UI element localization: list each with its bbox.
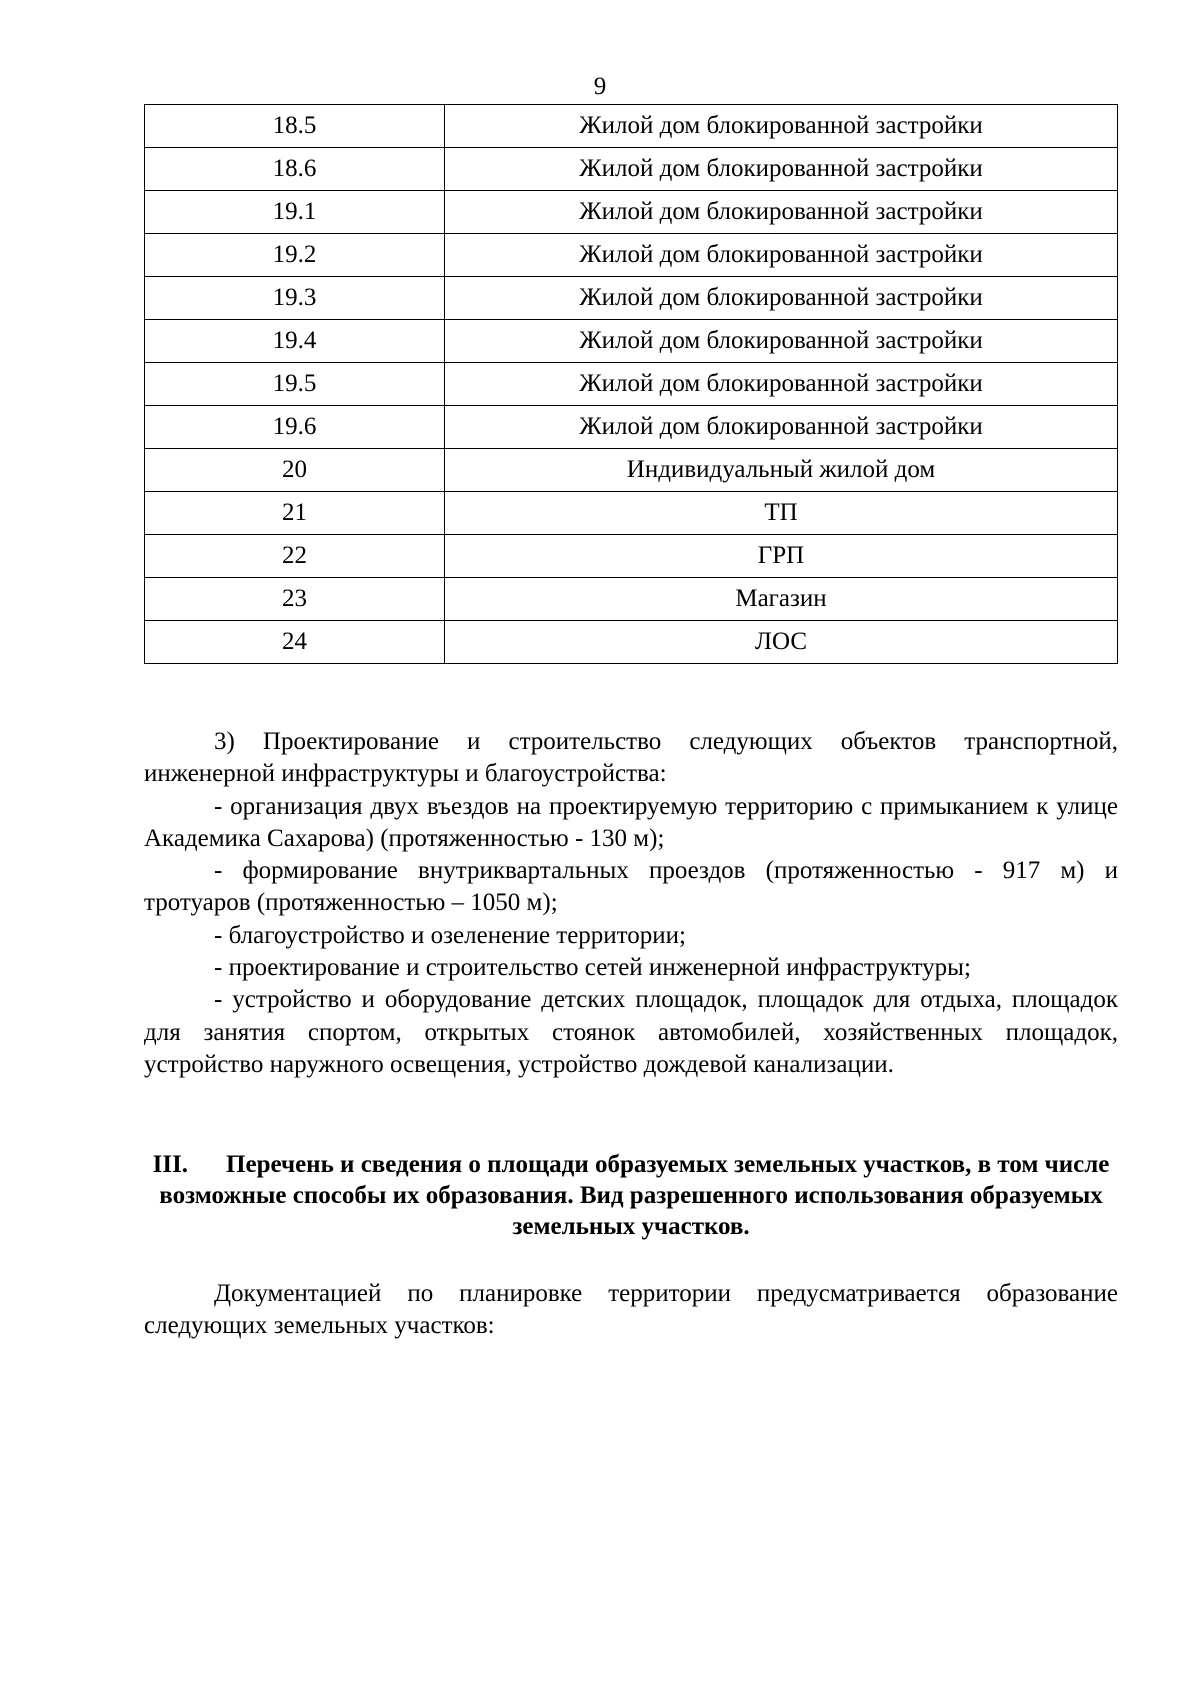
section-heading bbox=[144, 1149, 1118, 1242]
row-number: 21 bbox=[145, 492, 445, 535]
row-object-name: Жилой дом блокированной застройки bbox=[445, 105, 1118, 148]
row-number: 19.2 bbox=[145, 234, 445, 277]
intro-paragraph: Документацией по планировке территории предусматривается образование следующих земельных участков: bbox=[144, 1280, 1118, 1339]
row-number: 18.6 bbox=[145, 148, 445, 191]
row-object-name: Жилой дом блокированной застройки bbox=[445, 277, 1118, 320]
row-object-name: Жилой дом блокированной застройки bbox=[445, 363, 1118, 406]
table-row bbox=[145, 406, 1118, 449]
row-object-name: Жилой дом блокированной застройки bbox=[445, 320, 1118, 363]
table-row bbox=[145, 535, 1118, 578]
row-object-name: Жилой дом блокированной застройки bbox=[445, 234, 1118, 277]
table-row bbox=[145, 320, 1118, 363]
row-object-name: Магазин bbox=[445, 578, 1118, 621]
infrastructure-section bbox=[144, 726, 1118, 1081]
row-object-name: Жилой дом блокированной застройки bbox=[445, 191, 1118, 234]
table-row bbox=[145, 449, 1118, 492]
row-object-name: ЛОС bbox=[445, 621, 1118, 664]
row-object-name: Жилой дом блокированной застройки bbox=[445, 148, 1118, 191]
table-row bbox=[145, 277, 1118, 320]
row-number: 23 bbox=[145, 578, 445, 621]
land-plots-intro bbox=[144, 1278, 1118, 1342]
table-row bbox=[145, 234, 1118, 277]
table-row bbox=[145, 363, 1118, 406]
table-row bbox=[145, 191, 1118, 234]
row-object-name: Жилой дом блокированной застройки bbox=[445, 406, 1118, 449]
row-number: 18.5 bbox=[145, 105, 445, 148]
section-numeral: III. bbox=[152, 1151, 189, 1178]
objects-table bbox=[144, 104, 1118, 664]
list-item: - формирование внутриквартальных проездов (протяженностью - 917 м) и тротуаров (протяженностью – 1050 м); bbox=[144, 857, 1118, 917]
section-title: Перечень и сведения о площади образуемых земельных участков, в том числе возможные способы их образования. Вид разрешенного использования образуемых земельных участков. bbox=[159, 1151, 1110, 1240]
row-number: 19.5 bbox=[145, 363, 445, 406]
table-row bbox=[145, 148, 1118, 191]
row-number: 24 bbox=[145, 621, 445, 664]
list-item: - устройство и оборудование детских площадок, площадок для отдыха, площадок для занятия спортом, открытых стоянок автомобилей, хозяйственных площадок, устройство наружного освещения, устройство дождевой канализации. bbox=[144, 986, 1118, 1078]
row-object-name: ГРП bbox=[445, 535, 1118, 578]
row-number: 20 bbox=[145, 449, 445, 492]
list-item: - организация двух въездов на проектируемую территорию с примыканием к улице Академика Сахарова) (протяженностью - 130 м); bbox=[144, 792, 1118, 852]
table-row bbox=[145, 621, 1118, 664]
table-row bbox=[145, 105, 1118, 148]
row-number: 22 bbox=[145, 535, 445, 578]
row-object-name: Индивидуальный жилой дом bbox=[445, 449, 1118, 492]
page-number: 9 bbox=[593, 73, 607, 100]
row-number: 19.1 bbox=[145, 191, 445, 234]
list-item: - проектирование и строительство сетей инженерной инфраструктуры; bbox=[214, 954, 971, 982]
list-item: - благоустройство и озеленение территории; bbox=[214, 921, 686, 949]
table-row bbox=[145, 492, 1118, 535]
section-intro-paragraph: 3) Проектирование и строительство следующих объектов транспортной, инженерной инфраструктуры и благоустройства: bbox=[144, 728, 1118, 788]
row-number: 19.4 bbox=[145, 320, 445, 363]
row-number: 19.3 bbox=[145, 277, 445, 320]
row-number: 19.6 bbox=[145, 406, 445, 449]
row-object-name: ТП bbox=[445, 492, 1118, 535]
table-row bbox=[145, 578, 1118, 621]
